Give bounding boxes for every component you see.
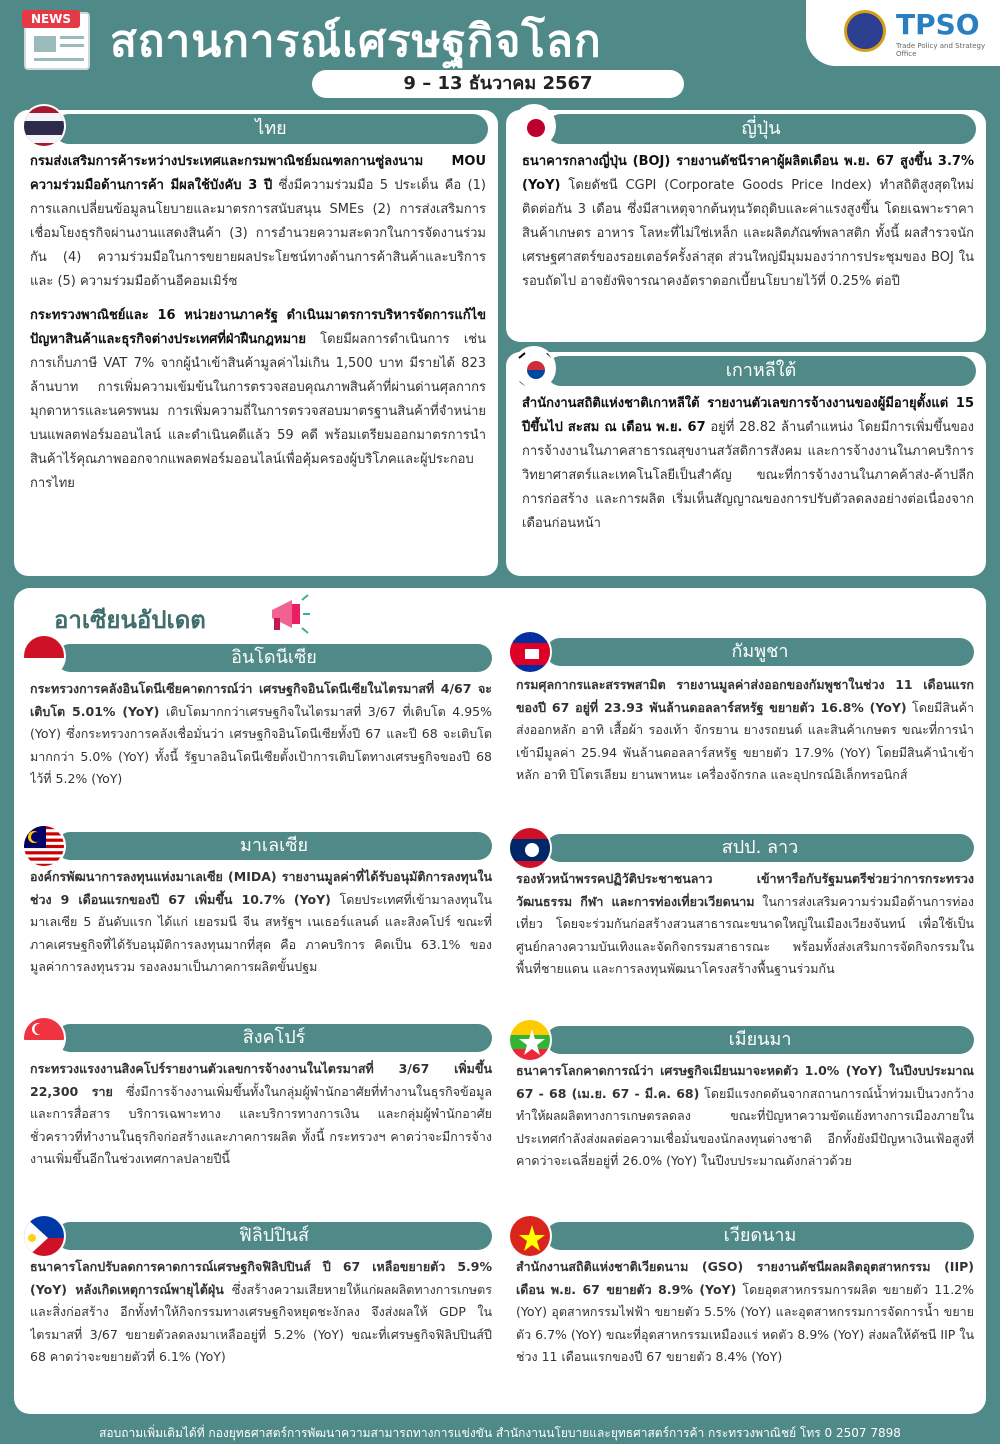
singapore-body (30, 1058, 492, 1208)
philippines-text: ซึ่งสร้างความเสียหายให้แก่ผลผลิตทางการเกษตรและสิ่งก่อสร้าง อีกทั้งทำให้กิจกรรมทางเศรษฐกิจหยุดชะงักลง จึงส่งผลให้ GDP ในไตรมาสที่ 3/67 ขยายตัวลดลงมาเหลืออยู่ที่ 5.2% (YoY) ขณะที่เศรษฐกิจฟิลิปปินส์ปี 68 คาดว่าจะขยายตัวที่ 6.1% (YoY) (30, 1281, 492, 1364)
thai-p2-text: โดยมีผลการดำเนินการ เช่น การเก็บภาษี VAT 7% จากผู้นำเข้าสินค้ามูลค่าไม่เกิน 1,500 บาท มีรายได้ 823 ล้านบาท การเพิ่มความเข้มข้นในการตรวจสอบคุณภาพสินค้าที่ผ่านด่านศุลกากรมุกดาหารและนครพนม การเพิ่มความถี่ในการตรวจสอบมาตรฐานสินค้าที่จำหน่ายบนแพลตฟอร์มออนไลน์ และดำเนินคดีแล้ว 59 คดี พร้อมเตรียมออกมาตรการนำสินค้าไร้คุณภาพออกจากแพลตฟอร์มออนไลน์เพื่อคุ้มครองผู้บริโภคและผู้ประกอบการไทย (30, 332, 486, 491)
cambodia-bold: กรมศุลกากรและสรรพสามิต รายงานมูลค่าส่งออกของกัมพูชาในช่วง 11 เดือนแรกของปี 67 อยู่ที่ 23.93 พันล้านดอลลาร์สหรัฐ ขยายตัว 16.8% (YoY) (516, 677, 974, 715)
vietnam-text: โดยอุตสาหกรรมการผลิต ขยายตัว 11.2% (YoY) อุตสาหกรรมไฟฟ้า ขยายตัว 5.5% (YoY) และอุตสาหกรรมการจัดการน้ำ ขยายตัว 6.7% (YoY) ขณะที่อุตสาหกรรมเหมืองแร่ หดตัว 8.9% (YoY) ส่งผลให้ดัชนี IIP ในช่วง 11 เดือนแรกของปี 67 ขยายตัว 8.4% (YoY) (516, 1281, 974, 1364)
logo-subtitle: Trade Policy and Strategy Office (896, 42, 986, 58)
myanmar-text: โดยมีแรงกดดันจากสถานการณ์น้ำท่วมเป็นวงกว้าง ทำให้ผลผลิตทางการเกษตรลดลง ขณะที่ปัญหาความขัดแย้งทางการเมืองภายในประเทศกำลังส่งผลต่อความเชื่อมั่นของนักลงทุนต่างชาติ อีกทั้งยังมีปัญหาเงินเฟ้อสูงที่คาดว่าจะเฉลี่ยอยู่ที่ 26.0% (YoY) ในปีงบประมาณดังกล่าวด้วย (516, 1085, 974, 1168)
footer-contact: สอบถามเพิ่มเติมได้ที่ กองยุทธศาสตร์การพัฒนาความสามารถทางการแข่งขัน สำนักงานนโยบายและยุทธศาสตร์การค้า กระทรวงพาณิชย์ โทร 0 2507 7898 (99, 1426, 901, 1440)
myanmar-bold: ธนาคารโลกคาดการณ์ว่า เศรษฐกิจเมียนมาจะหดตัว 1.0% (YoY) ในปีงบประมาณ 67 - 68 (เม.ย. 67 - มี.ค. 68) (516, 1063, 974, 1101)
philippines-flag-icon (22, 1214, 66, 1258)
singapore-text: ซึ่งมีการจ้างงานเพิ่มขึ้นทั้งในกลุ่มผู้พำนักอาศัยที่ทำงานในธุรกิจข้อมูลและการสื่อสาร บริการเฉพาะทาง และบริการทางการเงิน และกลุ่มผู้พำนักอาศัยชั่วคราวที่ทำงานในธุรกิจก่อสร้างและภาคการผลิต ทั้งนี้ กระทรวงฯ คาดว่าจะมีการจ้างงานเพิ่มขึ้นอีกในช่วงเทศกาลปลายปีนี้ (30, 1083, 492, 1166)
cambodia-text: โดยมีสินค้าส่งออกหลัก อาทิ เสื้อผ้า รองเท้า จักรยาน ยางรถยนต์ และสินค้าเกษตร ขณะที่การนำเข้ามีมูลค่า 25.94 พันล้านดอลลาร์สหรัฐ ขยายตัว 17.9% (YoY) โดยมีสินค้านำเข้าหลัก อาทิ ปิโตรเลียม ยานพาหนะ เครื่องจักรกล และอุปกรณ์อิเล็กทรอนิกส์ (516, 699, 974, 782)
malaysia-body (30, 866, 492, 1020)
japan-card (506, 110, 986, 342)
philippines-body (30, 1256, 492, 1408)
indonesia-flag-icon (22, 634, 66, 678)
thailand-flag-icon (22, 104, 66, 148)
singapore-heading: สิงคโปร์ (56, 1024, 492, 1052)
malaysia-flag-icon (22, 824, 66, 868)
thai-heading: ไทย (54, 114, 488, 144)
japan-bold: ธนาคารกลางญี่ปุ่น (BOJ) รายงานดัชนีราคาผู้ผลิตเดือน พ.ย. 67 สูงขึ้น 3.7% (YoY) (522, 154, 974, 193)
korea-bold: สำนักงานสถิติแห่งชาติเกาหลีใต้ รายงานตัวเลขการจ้างงานของผู้มีอายุตั้งแต่ 15 ปีขึ้นไป สะสม ณ เดือน พ.ย. 67 (522, 396, 974, 435)
laos-heading: สปป. ลาว (546, 834, 974, 862)
logo-area (806, 0, 1000, 66)
japan-heading: ญี่ปุ่น (546, 114, 976, 144)
indonesia-body (30, 678, 492, 826)
japan-flag-icon (512, 104, 556, 148)
philippines-heading: ฟิลิปปินส์ (56, 1222, 492, 1250)
news-badge: NEWS (22, 10, 80, 28)
thai-body (30, 150, 486, 506)
malaysia-bold: องค์กรพัฒนาการลงทุนแห่งมาเลเซีย (MIDA) รายงานมูลค่าที่ได้รับอนุมัติการลงทุนในช่วง 9 เดือนแรกของปี 67 เพิ่มขึ้น 10.7% (YoY) (30, 869, 492, 907)
vietnam-body (516, 1256, 974, 1408)
tpso-logo: TPSO (896, 8, 980, 41)
vietnam-heading: เวียดนาม (546, 1222, 974, 1250)
singapore-bold: กระทรวงแรงงานสิงคโปร์รายงานตัวเลขการจ้างงานในไตรมาสที่ 3/67 เพิ่มขึ้น 22,300 ราย (30, 1061, 492, 1099)
cambodia-heading: กัมพูชา (546, 638, 974, 666)
malaysia-heading: มาเลเซีย (56, 832, 492, 860)
laos-text: ในการส่งเสริมความร่วมมือด้านการท่องเที่ยว โดยจะร่วมกันก่อสร้างสวนสาธารณะขนาดใหญ่ในเมืองเวียงจันทน์ เพื่อใช้เป็นศูนย์กลางความบันเทิงและจัดกิจกรรมสาธารณะ พร้อมทั้งส่งเสริมการจัดกิจกรรมในพื้นที่ชายแดน และการลงทุนพัฒนาโครงสร้างพื้นฐานร่วมกัน (516, 893, 974, 976)
date-range: 9 – 13 ธันวาคม 2567 (312, 70, 684, 98)
philippines-bold: ธนาคารโลกปรับลดการคาดการณ์เศรษฐกิจฟิลิปปินส์ ปี 67 เหลือขยายตัว 5.9% (YoY) หลังเกิดเหตุการณ์พายุไต้ฝุ่น (30, 1259, 492, 1297)
vietnam-bold: สำนักงานสถิติแห่งชาติเวียดนาม (GSO) รายงานดัชนีผลผลิตอุตสาหกรรม (IIP) เดือน พ.ย. 67 ขยายตัว 8.9% (YoY) (516, 1259, 974, 1297)
korea-flag-icon (512, 346, 556, 390)
indonesia-heading: อินโดนีเซีย (56, 644, 492, 672)
myanmar-flag-icon (508, 1018, 552, 1062)
korea-body (522, 392, 974, 536)
laos-bold: รองหัวหน้าพรรคปฏิวัติประชาชนลาว เข้าหารือกับรัฐมนตรีช่วยว่าการกระทรวงวัฒนธรรม กีฬา และการท่องเที่ยวเวียดนาม (516, 871, 974, 909)
singapore-flag-icon (22, 1016, 66, 1060)
page-title: สถานการณ์เศรษฐกิจโลก (110, 16, 602, 67)
japan-body (522, 150, 974, 294)
myanmar-body (516, 1060, 974, 1210)
korea-heading: เกาหลีใต้ (546, 356, 976, 386)
laos-flag-icon (508, 826, 552, 870)
thai-card (14, 110, 498, 576)
newspaper-icon (24, 12, 90, 70)
indonesia-bold: กระทรวงการคลังอินโดนีเซียคาดการณ์ว่า เศรษฐกิจอินโดนีเซียในไตรมาสที่ 4/67 จะเติบโต 5.01% (YoY) (30, 681, 492, 719)
ministry-seal-icon (844, 10, 886, 52)
myanmar-heading: เมียนมา (546, 1026, 974, 1054)
korea-card (506, 352, 986, 576)
cambodia-flag-icon (508, 630, 552, 674)
thai-p1-bold: กรมส่งเสริมการค้าระหว่างประเทศและกรมพาณิชย์มณฑลกานซู่ลงนาม MOU ความร่วมมือด้านการค้า มีผลใช้บังคับ 3 ปี (30, 154, 486, 193)
thai-p1-text: ซึ่งมีความร่วมมือ 5 ประเด็น คือ (1) การแลกเปลี่ยนข้อมูลนโยบายและมาตรการสนับสนุน SMEs (2) การส่งเสริมการเชื่อมโยงธุรกิจผ่านงานแสดงสินค้า (3) การอำนวยความสะดวกในการจัดงานร่วมกัน (4) ความร่วมมือในการขยายผลประโยชน์ทางด้านการค้าสินค้าและบริการ และ (5) ความร่วมมือด้านอีคอมเมิร์ซ (30, 178, 486, 289)
japan-text: โดยดัชนี CGPI (Corporate Goods Price Index) ทำสถิติสูงสุดใหม่ติดต่อกัน 3 เดือน ซึ่งมีสาเหตุจากต้นทุนวัตถุดิบและค่าแรงสูงขึ้น โดยเฉพาะราคาสินค้าเกษตร อาหาร โลหะที่ไม่ใช่เหล็ก และผลิตภัณฑ์พลาสติก ทั้งนี้ ผลสำรวจนักเศรษฐศาสตร์ของรอยเตอร์ครั้งล่าสุด ส่วนใหญ่มีมุมมองว่าการประชุมของ BOJ ในรอบถัดไป อาจยังพิจารณาคงอัตราดอกเบี้ยนโยบายไว้ที่ 0.25% ต่อปี (522, 178, 974, 289)
thai-p2-bold: กระทรวงพาณิชย์และ 16 หน่วยงานภาครัฐ ดำเนินมาตรการบริหารจัดการแก้ไขปัญหาสินค้าและธุรกิจต่างประเทศที่ฝ่าฝืนกฎหมาย (30, 308, 486, 347)
vietnam-flag-icon (508, 1214, 552, 1258)
malaysia-text: โดยประเทศที่เข้ามาลงทุนในมาเลเซีย 5 อันดับแรก ได้แก่ เยอรมนี จีน สหรัฐฯ เนเธอร์แลนด์ และสิงคโปร์ ขณะที่ภาคเศรษฐกิจที่ได้รับอนุมัติการลงทุนมากที่สุด คือ ภาคบริการ คิดเป็น 63.1% ของมูลค่าการลงทุนรวม รองลงมาเป็นภาคการผลิตขั้นปฐม (30, 891, 492, 974)
cambodia-body (516, 674, 974, 826)
indonesia-text: เติบโตมากกว่าเศรษฐกิจในไตรมาสที่ 3/67 ที่เติบโต 4.95% (YoY) ซึ่งกระทรวงการคลังเชื่อมั่นว่า เศรษฐกิจอินโดนีเซียทั้งปี 67 และปี 68 จะเติบโตมากกว่า 5.0% (YoY) ทั้งนี้ รัฐบาลอินโดนีเซียตั้งเป้าการเติบโตทางเศรษฐกิจของปี 68 ไว้ที่ 5.2% (YoY) (30, 703, 492, 786)
laos-body (516, 868, 974, 1020)
korea-text: อยู่ที่ 28.82 ล้านตำแหน่ง โดยมีการเพิ่มขึ้นของการจ้างงานในภาคสาธารณสุขงานสวัสดิการสังคม และการจ้างงานในภาคบริการวิทยาศาสตร์และเทคโนโลยีเป็นสำคัญ ขณะที่การจ้างงานในภาคค้าส่ง-ค้าปลีก การก่อสร้าง และการผลิต เริ่มเห็นสัญญาณของการปรับตัวลดลงอย่างต่อเนื่องจากเดือนก่อนหน้า (522, 420, 974, 531)
asean-title: อาเซียนอัปเดต (54, 606, 206, 634)
megaphone-icon (266, 592, 310, 636)
header (0, 0, 1000, 100)
